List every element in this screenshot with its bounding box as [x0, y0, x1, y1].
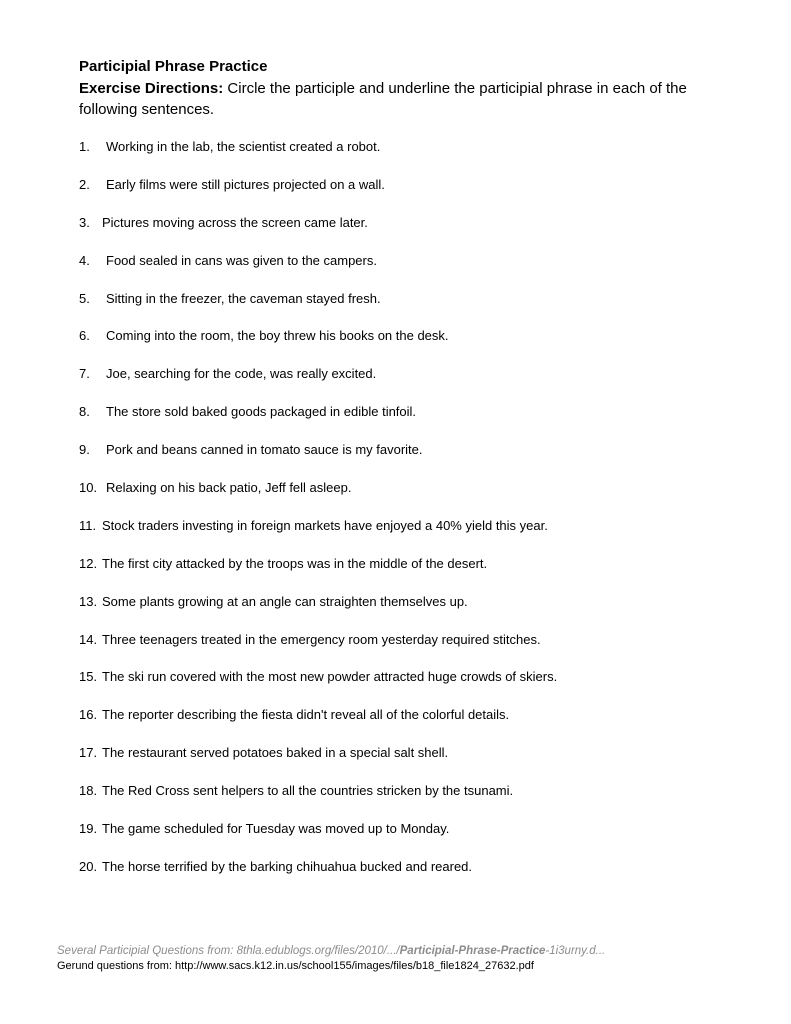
list-item — [79, 365, 749, 403]
sentence-text: Stock traders investing in foreign markets have enjoyed a 40% yield this year. — [102, 517, 548, 533]
list-item — [79, 706, 749, 744]
exercise-directions — [79, 78, 749, 120]
sentence-text: The reporter describing the fiesta didn't reveal all of the colorful details. — [102, 707, 510, 723]
list-item — [79, 555, 749, 593]
item-number: 8. — [79, 404, 90, 420]
item-number: 16. — [79, 707, 98, 723]
item-number: 9. — [79, 442, 90, 458]
sentence-text: Some plants growing at an angle can straighten themselves up. — [102, 593, 468, 609]
list-item — [79, 252, 749, 290]
list-item — [79, 290, 749, 328]
list-item — [79, 593, 749, 631]
item-number: 13. — [79, 593, 98, 609]
sentence-text: Pork and beans canned in tomato sauce is my favorite. — [106, 442, 423, 458]
footer-source-suffix: -1i3urny.d... — [545, 945, 606, 957]
list-item — [79, 668, 749, 706]
sentence-text: Relaxing on his back patio, Jeff fell asleep. — [106, 480, 352, 496]
list-item — [79, 631, 749, 669]
sentence-text: Joe, searching for the code, was really excited. — [106, 366, 377, 382]
item-number: 20. — [79, 858, 98, 874]
sentence-text: The horse terrified by the barking chihuahua bucked and reared. — [102, 858, 473, 874]
list-item — [79, 214, 749, 252]
list-item — [79, 782, 749, 820]
item-number: 12. — [79, 555, 98, 571]
item-number: 3. — [79, 214, 90, 230]
item-number: 4. — [79, 252, 90, 268]
item-number: 18. — [79, 783, 98, 799]
item-number: 2. — [79, 176, 90, 192]
sentence-text: Pictures moving across the screen came later. — [102, 214, 368, 230]
list-item — [79, 820, 749, 858]
directions-label: Exercise Directions: — [79, 80, 224, 97]
sentence-text: The store sold baked goods packaged in edible tinfoil. — [106, 404, 417, 420]
item-number: 17. — [79, 745, 98, 761]
footer-source-bold: Participial-Phrase-Practice — [399, 945, 546, 957]
page-title: Participial Phrase Practice — [79, 58, 268, 75]
sentence-text: The game scheduled for Tuesday was moved up to Monday. — [102, 821, 450, 837]
sentence-text: Coming into the room, the boy threw his books on the desk. — [106, 328, 449, 344]
footer-source-gerund: Gerund questions from: http://www.sacs.k12.in.us/school155/images/files/b18_file1824_27632.pdf — [57, 960, 534, 972]
item-number: 11. — [79, 517, 97, 533]
sentence-text: Three teenagers treated in the emergency room yesterday required stitches. — [102, 631, 541, 647]
page-footer — [57, 943, 757, 973]
sentence-text: The restaurant served potatoes baked in a special salt shell. — [102, 745, 449, 761]
list-item — [79, 744, 749, 782]
item-number: 6. — [79, 328, 90, 344]
list-item — [79, 176, 749, 214]
sentence-text: The Red Cross sent helpers to all the countries stricken by the tsunami. — [102, 783, 514, 799]
sentence-list — [79, 138, 749, 896]
item-number: 5. — [79, 290, 90, 306]
sentence-text: The first city attacked by the troops was in the middle of the desert. — [102, 555, 488, 571]
list-item — [79, 479, 749, 517]
list-item — [79, 327, 749, 365]
item-number: 10. — [79, 480, 98, 496]
sentence-text: Working in the lab, the scientist created a robot. — [106, 139, 381, 154]
directions-text: Circle the participle and underline the participial phrase in each of the following sentences. — [79, 80, 687, 118]
sentence-text: Sitting in the freezer, the caveman stayed fresh. — [106, 290, 381, 306]
item-number: 19. — [79, 821, 98, 837]
item-number: 1. — [79, 139, 90, 154]
item-number: 14. — [79, 631, 98, 647]
item-number: 7. — [79, 366, 90, 382]
footer-source-prefix: Several Participial Questions from: 8thla.edublogs.org/files/2010/.../ — [57, 945, 400, 957]
list-item — [79, 403, 749, 441]
sentence-text: Food sealed in cans was given to the campers. — [106, 252, 377, 268]
list-item — [79, 441, 749, 479]
list-item — [79, 858, 749, 896]
item-number: 15. — [79, 669, 98, 685]
sentence-text: Early films were still pictures projected on a wall. — [106, 176, 385, 192]
list-item — [79, 517, 749, 555]
footer-source-participial — [57, 943, 757, 959]
list-item — [79, 138, 749, 176]
sentence-text: The ski run covered with the most new powder attracted huge crowds of skiers. — [102, 669, 558, 685]
